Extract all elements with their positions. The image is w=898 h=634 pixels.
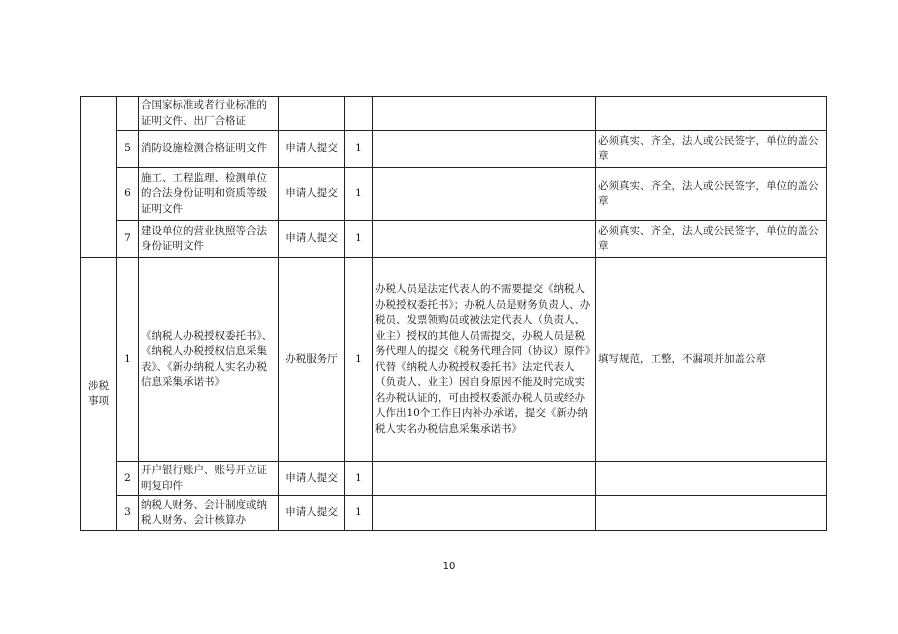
document-name: 施工、工程监理、检测单位的合法身份证明和资质等级证明文件 <box>139 168 279 221</box>
requirement: 必须真实、齐全，法人或公民签字，单位的盖公章 <box>596 221 827 258</box>
copy-count: 1 <box>345 131 373 168</box>
row-index: 1 <box>117 258 139 462</box>
requirement: 填写规范，工整，不漏项并加盖公章 <box>596 258 827 462</box>
table-row <box>81 131 827 168</box>
document-name: 建设单位的营业执照等合法身份证明文件 <box>139 221 279 258</box>
remark <box>373 97 596 131</box>
materials-table <box>80 96 827 531</box>
table-row <box>81 168 827 221</box>
copy-count: 1 <box>345 168 373 221</box>
document-source: 办税服务厅 <box>279 258 345 462</box>
requirement: 必须真实、齐全，法人或公民签字，单位的盖公章 <box>596 131 827 168</box>
copy-count: 1 <box>345 496 373 531</box>
remark <box>373 131 596 168</box>
copy-count: 1 <box>345 258 373 462</box>
document-source: 申请人提交 <box>279 462 345 496</box>
table-row <box>81 258 827 462</box>
remark <box>373 168 596 221</box>
requirement <box>596 496 827 531</box>
remark: 办税人员是法定代表人的不需要提交《纳税人办税授权委托书》；办税人员是财务负责人、办税员、发票领购员或被法定代表人（负责人、业主）授权的其他人员需提交，办税人员是税务代理人的提交《税务代理合同（协议）原件》代替《纳税人办税授权委托书》法定代表人（负责人、业主）因自身原因不能及时完成实名办税认证的，可由授权委派办税人员或经办人作出10个工作日内补办承诺，提交《新办纳税人实名办税信息采集承诺书》 <box>373 258 596 462</box>
row-index: 3 <box>117 496 139 531</box>
document-name: 消防设施检测合格证明文件 <box>139 131 279 168</box>
row-index <box>117 97 139 131</box>
document-source <box>279 97 345 131</box>
document-source: 申请人提交 <box>279 496 345 531</box>
document-name: 纳税人财务、会计制度或纳税人财务、会计核算办 <box>139 496 279 531</box>
document-source: 申请人提交 <box>279 168 345 221</box>
document-source: 申请人提交 <box>279 131 345 168</box>
remark <box>373 221 596 258</box>
copy-count <box>345 97 373 131</box>
page-number: 10 <box>442 561 456 572</box>
category-cell: 涉税事项 <box>81 258 117 531</box>
requirement: 必须真实、齐全，法人或公民签字，单位的盖公章 <box>596 168 827 221</box>
document-name: 合国家标准或者行业标准的证明文件、出厂合格证 <box>139 97 279 131</box>
row-index: 2 <box>117 462 139 496</box>
table-row <box>81 97 827 131</box>
category-cell <box>81 97 117 258</box>
remark <box>373 462 596 496</box>
copy-count: 1 <box>345 221 373 258</box>
table-row <box>81 221 827 258</box>
row-index: 5 <box>117 131 139 168</box>
requirement <box>596 97 827 131</box>
document-source: 申请人提交 <box>279 221 345 258</box>
table-row <box>81 496 827 531</box>
document-name: 开户银行账户、账号开立证明复印件 <box>139 462 279 496</box>
remark <box>373 496 596 531</box>
copy-count: 1 <box>345 462 373 496</box>
requirement <box>596 462 827 496</box>
row-index: 7 <box>117 221 139 258</box>
row-index: 6 <box>117 168 139 221</box>
table-row <box>81 462 827 496</box>
document-name: 《纳税人办税授权委托书》、《纳税人办税授权信息采集表》、《新办纳税人实名办税信息采集承诺书》 <box>139 258 279 462</box>
